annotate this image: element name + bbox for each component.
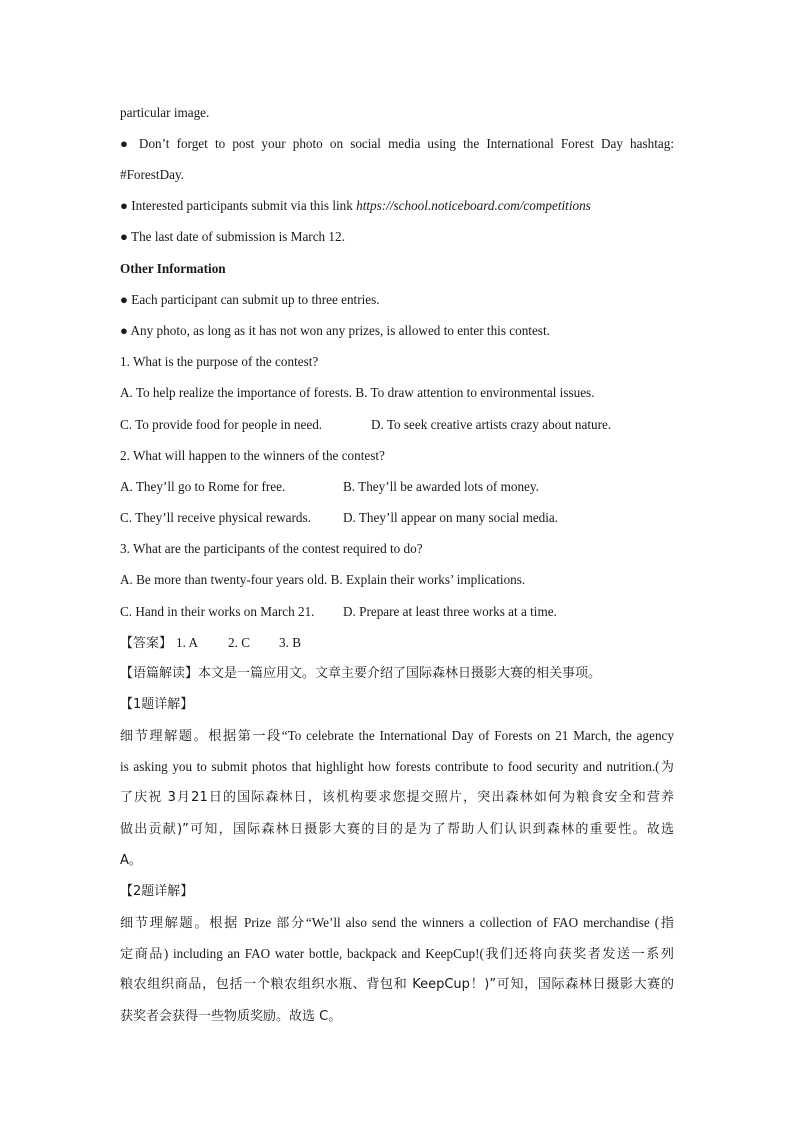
submission-link[interactable]: https://school.noticeboard.com/competitions bbox=[356, 198, 591, 213]
q1-detail-heading: 【1题详解】 bbox=[120, 697, 194, 712]
answer-key bbox=[120, 634, 420, 653]
q1-option-c: C. To provide food for people in need. bbox=[120, 417, 323, 432]
question-2-options-row1 bbox=[120, 478, 680, 496]
question-1-options-row2 bbox=[120, 416, 680, 434]
q2-detail-line: 获奖者会获得一些物质奖励。故选 C。 bbox=[120, 1009, 342, 1024]
rule-submit-text: ● Interested participants submit via this link bbox=[120, 198, 353, 213]
q2-detail-line: 定商品) including an FAO water bottle, backpack and KeepCup!(我们还将向获奖者发送一系列 bbox=[120, 946, 674, 961]
q2-option-b: B. They’ll be awarded lots of money. bbox=[343, 479, 539, 494]
question-2-stem: 2. What will happen to the winners of the contest? bbox=[120, 448, 385, 463]
rule-deadline: ● The last date of submission is March 12. bbox=[120, 229, 345, 244]
q3-option-b: B. Explain their works’ implications. bbox=[330, 572, 526, 587]
question-3-options-row2 bbox=[120, 603, 680, 621]
question-3-stem: 3. What are the participants of the contest required to do? bbox=[120, 541, 423, 556]
answer-3: 3. B bbox=[279, 635, 301, 650]
q1-option-a: A. To help realize the importance of forests. bbox=[120, 385, 353, 400]
question-1-options-row1 bbox=[120, 384, 595, 402]
answer-2: 2. C bbox=[228, 635, 250, 650]
q3-option-a: A. Be more than twenty-four years old. bbox=[120, 572, 328, 587]
q1-detail-line: 做出贡献)”可知，国际森林日摄影大赛的目的是为了帮助人们认识到森林的重要性。故选 bbox=[120, 822, 674, 837]
question-2-options-row2 bbox=[120, 509, 680, 527]
other-info-item: ● Each participant can submit up to three entries. bbox=[120, 292, 380, 307]
answer-label: 【答案】 bbox=[120, 636, 173, 651]
rule-hashtag: ● Don’t forget to post your photo on social media using the International Forest Day hashtag: bbox=[120, 136, 674, 151]
q3-option-c: C. Hand in their works on March 21. bbox=[120, 604, 315, 619]
rule-hashtag-cont: #ForestDay. bbox=[120, 167, 184, 182]
other-info-item: ● Any photo, as long as it has not won any prizes, is allowed to enter this contest. bbox=[120, 323, 550, 338]
q1-detail-line: 了庆祝 3月21日的国际森林日，该机构要求您提交照片，突出森林如何为粮食安全和营养 bbox=[120, 790, 674, 805]
q2-option-d: D. They’ll appear on many social media. bbox=[343, 510, 559, 525]
q1-detail-line: 细节理解题。根据第一段“To celebrate the International Day of Forests on 21 March, the agency bbox=[120, 728, 674, 743]
question-3-options-row1 bbox=[120, 571, 525, 589]
q1-option-b: B. To draw attention to environmental issues. bbox=[355, 385, 595, 400]
q2-option-a: A. They’ll go to Rome for free. bbox=[120, 479, 286, 494]
q1-detail-line: A。 bbox=[120, 853, 142, 868]
q2-detail-line: 细节理解题。根据 Prize 部分“We’ll also send the winners a collection of FAO merchandise (指 bbox=[120, 915, 674, 930]
answer-1: 1. A bbox=[176, 635, 198, 650]
q1-option-d: D. To seek creative artists crazy about nature. bbox=[371, 417, 612, 432]
q2-detail-line: 粮农组织商品，包括一个粮农组织水瓶、背包和 KeepCup！)”可知，国际森林日摄影大赛的 bbox=[120, 977, 674, 992]
question-1-stem: 1. What is the purpose of the contest? bbox=[120, 354, 319, 369]
q2-detail-heading: 【2题详解】 bbox=[120, 884, 194, 899]
intro-tail: particular image. bbox=[120, 105, 210, 120]
rule-submit-link bbox=[120, 197, 591, 215]
q3-option-d: D. Prepare at least three works at a time. bbox=[343, 604, 557, 619]
q2-option-c: C. They’ll receive physical rewards. bbox=[120, 510, 311, 525]
reading-note: 【语篇解读】本文是一篇应用文。文章主要介绍了国际森林日摄影大赛的相关事项。 bbox=[120, 666, 602, 681]
other-info-heading: Other Information bbox=[120, 261, 226, 276]
q1-detail-line: is asking you to submit photos that highlight how forests contribute to food security and nutrition.(为 bbox=[120, 759, 674, 774]
